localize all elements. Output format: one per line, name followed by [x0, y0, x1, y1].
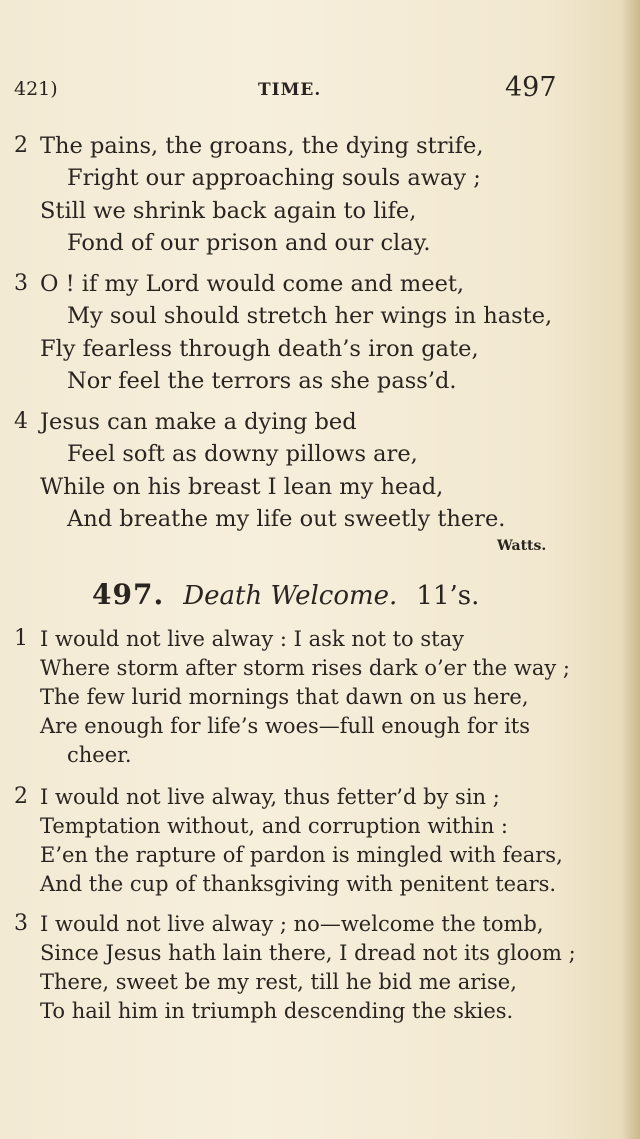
verse-line: While on his breast I lean my head,: [40, 474, 444, 500]
verse-line: There, sweet be my rest, till he bid me arise,: [40, 970, 517, 994]
header-left-number: 421): [14, 78, 58, 100]
stanza-number: 3: [14, 271, 28, 296]
stanza-number: 4: [14, 409, 28, 434]
stanza-number: 2: [14, 784, 28, 809]
verse-line: I would not live alway ; no—welcome the tomb,: [40, 912, 544, 936]
header-running-title: TIME.: [258, 80, 322, 100]
header-page-number: 497: [505, 72, 557, 103]
verse-line: Nor feel the terrors as she pass’d.: [67, 368, 457, 394]
page-edge: [622, 0, 640, 1139]
hymn-number: 497.: [92, 578, 165, 611]
hymn-heading: [92, 578, 479, 611]
stanza-number: 3: [14, 911, 28, 936]
verse-line: And breathe my life out sweetly there.: [67, 506, 506, 532]
verse-line: Fright our approaching souls away ;: [67, 165, 481, 191]
verse-line: cheer.: [67, 743, 132, 767]
verse-line: Temptation without, and corruption within :: [40, 814, 508, 838]
verse-line: Fly fearless through death’s iron gate,: [40, 336, 479, 362]
hymn-meter: 11’s.: [416, 581, 480, 611]
verse-line: To hail him in triumph descending the skies.: [40, 999, 514, 1023]
verse-line: And the cup of thanksgiving with penitent tears.: [40, 872, 557, 896]
verse-line: Fond of our prison and our clay.: [67, 230, 431, 256]
page-header: [0, 72, 640, 108]
verse-line: Are enough for life’s woes—full enough for its: [40, 714, 531, 738]
verse-line: I would not live alway, thus fetter’d by sin ;: [40, 785, 500, 809]
verse-line: The pains, the groans, the dying strife,: [40, 133, 484, 159]
verse-line: Jesus can make a dying bed: [40, 409, 357, 435]
stanza-number: 2: [14, 133, 28, 158]
verse-line: Where storm after storm rises dark o’er the way ;: [40, 656, 570, 680]
hymn-title: Death Welcome.: [183, 581, 398, 611]
verse-line: Still we shrink back again to life,: [40, 198, 417, 224]
verse-line: The few lurid mornings that dawn on us here,: [40, 685, 529, 709]
verse-line: Since Jesus hath lain there, I dread not its gloom ;: [40, 941, 576, 965]
author-attribution: Watts.: [497, 538, 547, 554]
verse-line: I would not live alway : I ask not to stay: [40, 627, 464, 651]
stanza-number: 1: [14, 626, 28, 651]
verse-line: My soul should stretch her wings in haste,: [67, 303, 553, 329]
verse-line: Feel soft as downy pillows are,: [67, 441, 418, 467]
verse-line: O ! if my Lord would come and meet,: [40, 271, 465, 297]
verse-line: E’en the rapture of pardon is mingled with fears,: [40, 843, 563, 867]
